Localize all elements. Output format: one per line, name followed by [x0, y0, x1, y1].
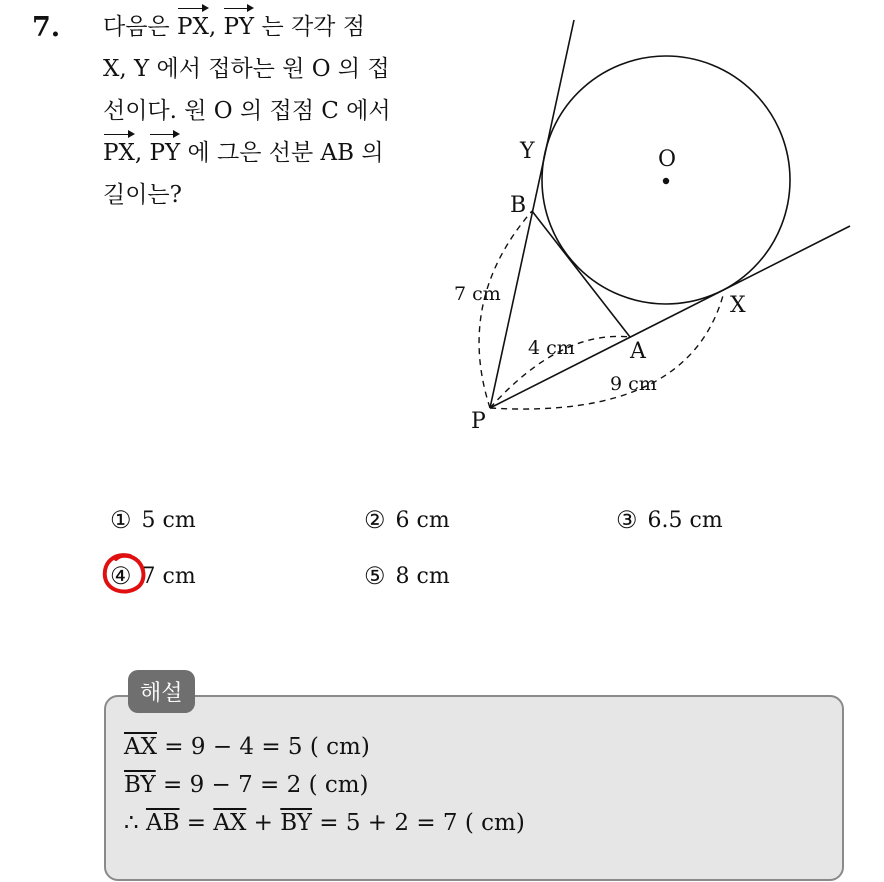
label-p: P [471, 409, 486, 434]
choice-5-mark: ⑤ [364, 562, 386, 590]
question-line-4: PX, PY 에 그은 선분 AB 의 [103, 132, 433, 174]
center-point-o [663, 178, 669, 184]
question-line-3: 선이다. 원 O 의 접점 C 에서 [103, 98, 391, 124]
answer-circle-mark [100, 551, 148, 597]
question-line-5: 길이는? [103, 182, 182, 208]
solution-line-2: $\overline{BY} = 9 - 7 = 2$ ( cm) [124, 772, 369, 798]
solution-tab: 해설 [128, 670, 195, 713]
arc-pb [479, 211, 532, 408]
choice-2-text: 6 cm [395, 507, 450, 533]
choice-3-mark: ③ [616, 506, 638, 534]
segment-by: $\overline{BY}$ [124, 772, 156, 798]
choice-1[interactable] [110, 506, 196, 534]
vector-px: PX [103, 132, 135, 174]
arc-px [490, 292, 724, 409]
segment-ab [532, 211, 630, 337]
question-line-1: 다음은 PX, PY 는 각각 점 [103, 6, 433, 48]
solution-line-3: ∴ $\overline{AB} = \overline{AX} + \overline{BY} = 5 + 2 = 7$ ( cm) [124, 810, 525, 836]
label-y: Y [520, 139, 535, 164]
choice-2-mark: ② [364, 506, 386, 534]
segment-ax: $\overline{AX}$ [124, 734, 157, 760]
segment-ax: $\overline{AX}$ [213, 810, 247, 836]
tangent-line-px [490, 226, 850, 408]
choice-5-text: 8 cm [395, 563, 450, 589]
geometry-diagram [430, 0, 870, 450]
choice-4-text: 7 cm [141, 563, 196, 589]
question-text [103, 6, 433, 216]
question-line-2: X, Y 에서 접하는 원 O 의 접 [103, 56, 390, 82]
choice-2[interactable] [364, 506, 450, 534]
label-o: O [658, 147, 677, 172]
vector-py: PY [223, 6, 254, 48]
solution-line-1: $\overline{AX} = 9 - 4 = 5$ ( cm) [124, 734, 370, 760]
length-label-px: 9 cm [610, 373, 657, 395]
segment-ab: $\overline{AB}$ [145, 810, 180, 836]
therefore-symbol: ∴ [124, 810, 146, 836]
label-a: A [630, 339, 646, 364]
question-number: 7. [32, 12, 61, 43]
vector-py: PY [149, 132, 180, 174]
length-label-pb: 7 cm [454, 283, 501, 305]
choice-1-mark: ① [110, 506, 132, 534]
choice-1-text: 5 cm [141, 507, 196, 533]
choice-3-text: 6.5 cm [647, 507, 723, 533]
length-label-pa: 4 cm [528, 337, 575, 359]
label-x: X [730, 293, 746, 318]
choice-3[interactable] [616, 506, 723, 534]
choice-5[interactable] [364, 562, 450, 590]
label-b: B [510, 193, 527, 218]
choice-4-mark: ④ [110, 562, 132, 590]
segment-by: $\overline{BY}$ [280, 810, 312, 836]
vector-px: PX [177, 6, 209, 48]
